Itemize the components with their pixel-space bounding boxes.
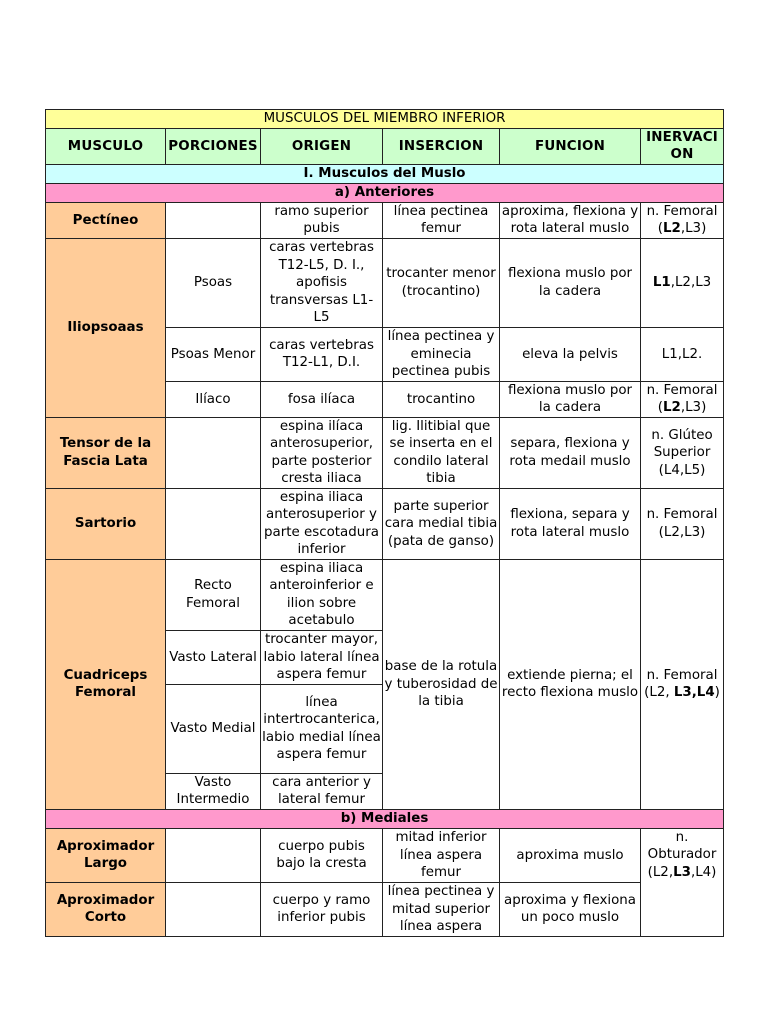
origen-cell: espina iliaca anteroinferior e ilion sobre acetabulo bbox=[261, 559, 383, 630]
table-row bbox=[46, 828, 724, 882]
porcion-cell bbox=[166, 882, 261, 936]
funcion-cell: separa, flexiona y rota medail muslo bbox=[500, 417, 641, 488]
header-funcion: FUNCION bbox=[500, 129, 641, 165]
porcion-cell bbox=[166, 488, 261, 559]
porcion-cell bbox=[166, 417, 261, 488]
group-anteriores: a) Anteriores bbox=[46, 183, 724, 202]
insercion-cell: línea pectinea y eminecia pectinea pubis bbox=[383, 327, 500, 381]
porcion-cell bbox=[166, 828, 261, 882]
funcion-cell: aproxima muslo bbox=[500, 828, 641, 882]
inervacion-cell: L1,L2. bbox=[641, 327, 724, 381]
porcion-cell bbox=[166, 202, 261, 238]
insercion-cell: trocantino bbox=[383, 381, 500, 417]
origen-cell: línea intertrocanterica, labio medial línea aspera femur bbox=[261, 684, 383, 773]
inervacion-cell: n. Femoral (L2,L3) bbox=[641, 488, 724, 559]
porcion-cell: Psoas bbox=[166, 238, 261, 327]
porcion-cell: Psoas Menor bbox=[166, 327, 261, 381]
origen-cell: espina iliaca anterosuperior y parte escotadura inferior bbox=[261, 488, 383, 559]
insercion-cell: parte superior cara medial tibia (pata de ganso) bbox=[383, 488, 500, 559]
funcion-cell: extiende pierna; el recto flexiona muslo bbox=[500, 559, 641, 809]
insercion-cell: línea pectinea y mitad superior línea aspera bbox=[383, 882, 500, 936]
muscle-table bbox=[45, 109, 724, 937]
table-row bbox=[46, 238, 724, 327]
origen-cell: cuerpo pubis bajo la cresta bbox=[261, 828, 383, 882]
insercion-cell: base de la rotula y tuberosidad de la tibia bbox=[383, 559, 500, 809]
porcion-cell: Vasto Intermedio bbox=[166, 773, 261, 809]
origen-cell: ramo superior pubis bbox=[261, 202, 383, 238]
table-row bbox=[46, 417, 724, 488]
inervacion-cell: n. Glúteo Superior (L4,L5) bbox=[641, 417, 724, 488]
funcion-cell: eleva la pelvis bbox=[500, 327, 641, 381]
header-origen: ORIGEN bbox=[261, 129, 383, 165]
porcion-cell: Ilíaco bbox=[166, 381, 261, 417]
porcion-cell: Vasto Medial bbox=[166, 684, 261, 773]
origen-cell: fosa ilíaca bbox=[261, 381, 383, 417]
header-musculo: MUSCULO bbox=[46, 129, 166, 165]
header-inervacion: INERVACION bbox=[641, 129, 724, 165]
insercion-cell: lig. Ilitibial que se inserta en el condilo lateral tibia bbox=[383, 417, 500, 488]
funcion-cell: aproxima y flexiona un poco muslo bbox=[500, 882, 641, 936]
insercion-cell: trocanter menor (trocantino) bbox=[383, 238, 500, 327]
table-row bbox=[46, 202, 724, 238]
origen-cell: cara anterior y lateral femur bbox=[261, 773, 383, 809]
funcion-cell: aproxima, flexiona y rota lateral muslo bbox=[500, 202, 641, 238]
inervacion-cell: n. Femoral (L2,L3) bbox=[641, 381, 724, 417]
table-title: MUSCULOS DEL MIEMBRO INFERIOR bbox=[46, 110, 724, 129]
funcion-cell: flexiona, separa y rota lateral muslo bbox=[500, 488, 641, 559]
group-mediales: b) Mediales bbox=[46, 809, 724, 828]
table-row bbox=[46, 559, 724, 630]
muscle-name: Aproximador Largo bbox=[46, 828, 166, 882]
muscle-name: Aproximador Corto bbox=[46, 882, 166, 936]
inervacion-cell: L1,L2,L3 bbox=[641, 238, 724, 327]
muscle-name: Cuadriceps Femoral bbox=[46, 559, 166, 809]
inervacion-cell: n. Obturador (L2,L3,L4) bbox=[641, 828, 724, 936]
table-row bbox=[46, 488, 724, 559]
section-header: I. Musculos del Muslo bbox=[46, 164, 724, 183]
table-row bbox=[46, 882, 724, 936]
muscle-name: Sartorio bbox=[46, 488, 166, 559]
porcion-cell: Vasto Lateral bbox=[166, 630, 261, 684]
insercion-cell: línea pectinea femur bbox=[383, 202, 500, 238]
insercion-cell: mitad inferior línea aspera femur bbox=[383, 828, 500, 882]
origen-cell: cuerpo y ramo inferior pubis bbox=[261, 882, 383, 936]
origen-cell: trocanter mayor, labio lateral línea aspera femur bbox=[261, 630, 383, 684]
funcion-cell: flexiona muslo por la cadera bbox=[500, 238, 641, 327]
funcion-cell: flexiona muslo por la cadera bbox=[500, 381, 641, 417]
header-porciones: PORCIONES bbox=[166, 129, 261, 165]
origen-cell: espina ilíaca anterosuperior, parte posterior cresta iliaca bbox=[261, 417, 383, 488]
muscle-name: Pectíneo bbox=[46, 202, 166, 238]
inervacion-cell: n. Femoral (L2,L3) bbox=[641, 202, 724, 238]
muscle-name: Iliopsoaas bbox=[46, 238, 166, 417]
origen-cell: caras vertebras T12-L1, D.I. bbox=[261, 327, 383, 381]
porcion-cell: Recto Femoral bbox=[166, 559, 261, 630]
origen-cell: caras vertebras T12-L5, D. I., apofisis transversas L1-L5 bbox=[261, 238, 383, 327]
muscle-name: Tensor de la Fascia Lata bbox=[46, 417, 166, 488]
header-insercion: INSERCION bbox=[383, 129, 500, 165]
inervacion-cell: n. Femoral (L2, L3,L4) bbox=[641, 559, 724, 809]
